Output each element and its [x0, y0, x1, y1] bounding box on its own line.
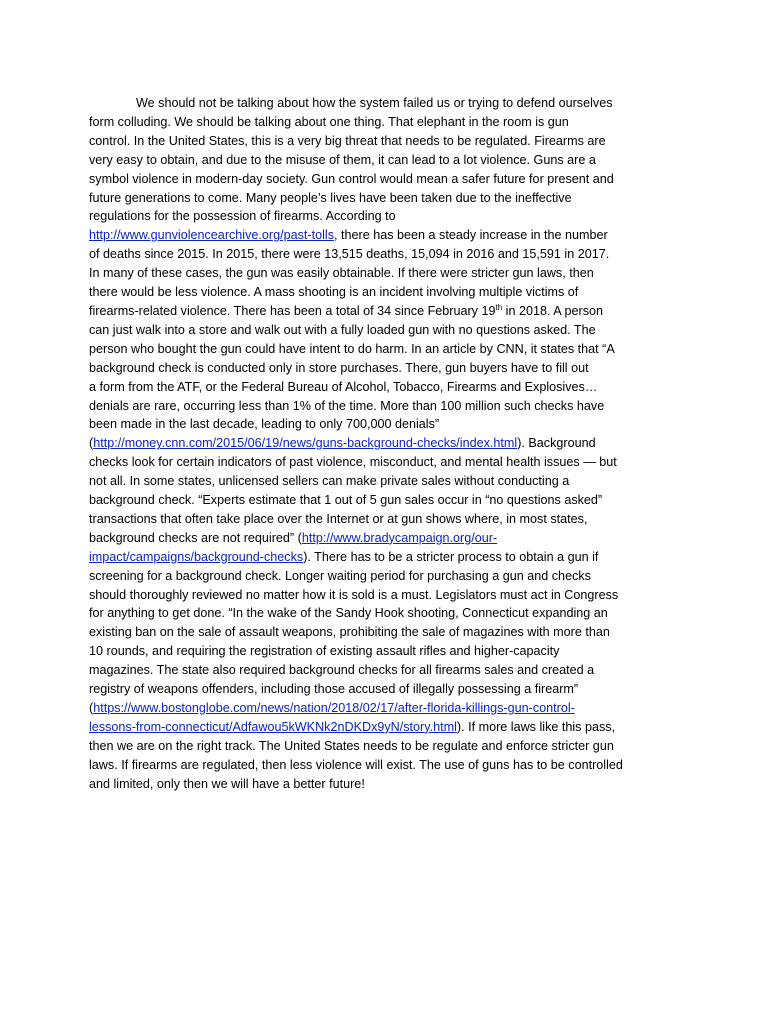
text-run: background check is conducted only in store purchases. There, gun buyers have to fill out: [89, 360, 589, 375]
text-line: [89, 113, 689, 132]
text-run: should thoroughly reviewed no matter how it is sold is a must. Legislators must act in Congress: [89, 587, 619, 602]
text-run: symbol violence in modern-day society. Gun control would mean a safer future for present and: [89, 171, 614, 186]
text-line: [89, 189, 689, 208]
text-line: [89, 775, 689, 794]
text-run: (: [89, 701, 94, 715]
text-run: form colluding. We should be talking about one thing. That elephant in the room is gun: [89, 114, 569, 129]
text-line: [89, 245, 689, 264]
text-line: [89, 207, 689, 226]
reference-link[interactable]: lessons-from-connecticut/Adfawou5kWKNk2nDKDx9yN/story.html: [89, 719, 457, 734]
reference-link[interactable]: impact/campaigns/background-checks: [89, 549, 304, 564]
text-line: [89, 321, 689, 340]
text-line: [89, 548, 689, 567]
text-run: person who bought the gun could have intent to do harm. In an article by CNN, it states that “A: [89, 341, 615, 356]
text-line: [89, 510, 689, 529]
text-run: ). Background: [517, 436, 596, 451]
text-run: firearms-related violence. There has been a total of 34 since February 19: [89, 303, 496, 318]
reference-link[interactable]: http://www.bradycampaign.org/our-: [301, 530, 498, 545]
text-run: been made in the last decade, leading to only 700,000 denials”: [89, 417, 440, 432]
text-run: checks look for certain indicators of past violence, misconduct, and mental health issues — but: [89, 455, 617, 470]
text-run: laws. If firearms are regulated, then less violence will exist. The use of guns has to be controlled: [89, 757, 623, 772]
text-run: In many of these cases, the gun was easily obtainable. If there were stricter gun laws, then: [89, 266, 594, 281]
text-line: [89, 453, 689, 472]
text-run: in 2018. A person: [502, 303, 604, 318]
text-run: background checks are not required” (: [89, 530, 302, 545]
text-line: [89, 378, 689, 397]
text-line: [89, 699, 689, 718]
text-run: , there has been a steady increase in the number: [334, 228, 608, 243]
text-run: ). If more laws like this pass,: [456, 719, 616, 734]
reference-link[interactable]: http://www.gunviolencearchive.org/past-tolls: [89, 228, 334, 243]
text-line: [89, 623, 689, 642]
text-line: [89, 586, 689, 605]
text-line: [89, 302, 689, 321]
reference-link[interactable]: https://www.bostonglobe.com/news/nation/2018/02/17/after-florida-killings-gun-control-: [93, 701, 575, 715]
text-line: [89, 132, 689, 151]
text-run: future generations to come. Many people’s lives have been taken due to the ineffective: [89, 190, 572, 205]
text-line: [89, 283, 689, 302]
text-line: [89, 604, 689, 623]
ordinal-superscript: th: [495, 302, 503, 312]
text-run: there would be less violence. A mass shooting is an incident involving multiple victims of: [89, 285, 579, 300]
text-run: denials are rare, occurring less than 1% of the time. More than 100 million such checks have: [89, 398, 605, 413]
text-run: regulations for the possession of firearms. According to: [89, 209, 396, 224]
text-run: and limited, only then we will have a better future!: [89, 776, 365, 791]
text-line: [89, 661, 689, 680]
text-run: of deaths since 2015. In 2015, there were 13,515 deaths, 15,094 in 2016 and 15,591 in 2017.: [89, 247, 610, 262]
text-run: a form from the ATF, or the Federal Bureau of Alcohol, Tobacco, Firearms and Explosives…: [89, 379, 598, 394]
text-run: ). There has to be a stricter process to obtain a gun if: [303, 549, 599, 564]
text-run: 10 rounds, and requiring the registration of existing assault rifles and higher-capacity: [89, 644, 560, 659]
text-run: magazines. The state also required background checks for all firearms sales and created a: [89, 663, 595, 678]
text-run: We should not be talking about how the system failed us or trying to defend ourselves: [136, 96, 613, 110]
text-line: [89, 567, 689, 586]
text-line: [89, 94, 689, 113]
text-run: existing ban on the sale of assault weapons, prohibiting the sale of magazines with more than: [89, 625, 610, 640]
text-run: screening for a background check. Longer waiting period for purchasing a gun and checks: [89, 568, 591, 583]
text-run: very easy to obtain, and due to the misuse of them, it can lead to a lot violence. Guns are a: [89, 152, 596, 167]
text-run: can just walk into a store and walk out with a fully loaded gun with no questions asked. The: [89, 322, 596, 337]
text-run: not all. In some states, unlicensed sellers can make private sales without conducting a: [89, 474, 570, 489]
text-run: (: [89, 436, 94, 451]
text-line: [89, 170, 689, 189]
text-line: [89, 340, 689, 359]
text-line: [89, 434, 689, 453]
text-run: background check. “Experts estimate that 1 out of 5 gun sales occur in “no questions asked”: [89, 493, 603, 508]
text-line: [89, 737, 689, 756]
text-line: [89, 756, 689, 775]
text-line: [89, 642, 689, 661]
text-run: control. In the United States, this is a very big threat that needs to be regulated. Firearms are: [89, 133, 606, 148]
text-run: transactions that often take place over the Internet or at gun shows where, in most states,: [89, 511, 588, 526]
text-line: [89, 151, 689, 170]
text-line: [89, 529, 689, 548]
text-line: [89, 718, 689, 737]
text-run: registry of weapons offenders, including those accused of illegally possessing a firearm”: [89, 682, 579, 697]
text-line: [89, 359, 689, 378]
text-line: [89, 397, 689, 416]
text-run: then we are on the right track. The United States needs to be regulate and enforce stricter gun: [89, 738, 614, 753]
text-line: [89, 680, 689, 699]
text-line: [89, 264, 689, 283]
text-line: [89, 415, 689, 434]
reference-link[interactable]: http://money.cnn.com/2015/06/19/news/guns-background-checks/index.html: [93, 436, 518, 451]
essay-paragraph: [89, 94, 689, 794]
text-line: [89, 491, 689, 510]
text-run: for anything to get done. “In the wake of the Sandy Hook shooting, Connecticut expanding an: [89, 606, 608, 621]
text-line: [89, 226, 689, 245]
text-line: [89, 472, 689, 491]
